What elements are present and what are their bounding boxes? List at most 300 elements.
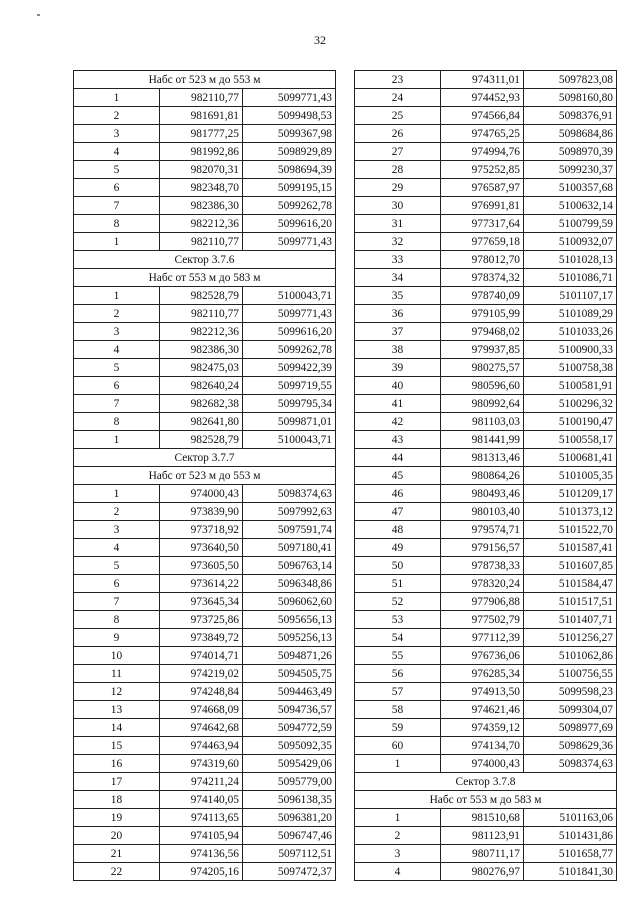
point-number: 25 [355,107,441,125]
y-coordinate: 5101033,26 [524,323,617,341]
y-coordinate: 5100756,55 [524,665,617,683]
table-row [355,71,617,89]
point-number: 23 [355,71,441,89]
x-coordinate: 974014,71 [160,647,243,665]
table-row [74,341,336,359]
point-number: 47 [355,503,441,521]
x-coordinate: 981441,99 [441,431,524,449]
point-number: 14 [74,719,160,737]
table-row [74,611,336,629]
point-number: 59 [355,719,441,737]
table-row [355,629,617,647]
section-header: Набс от 523 м до 553 м [74,467,336,485]
section-header: Набс от 553 м до 583 м [74,269,336,287]
x-coordinate: 974000,43 [441,755,524,773]
y-coordinate: 5101841,30 [524,863,617,881]
table-row [355,305,617,323]
table-row [74,161,336,179]
table-row [74,773,336,791]
x-coordinate: 982386,30 [160,197,243,215]
point-number: 33 [355,251,441,269]
section-header-row [355,791,617,809]
point-number: 40 [355,377,441,395]
table-row [74,323,336,341]
x-coordinate: 982640,24 [160,377,243,395]
y-coordinate: 5098629,36 [524,737,617,755]
point-number: 60 [355,737,441,755]
table-row [74,557,336,575]
point-number: 8 [74,215,160,233]
point-number: 56 [355,665,441,683]
x-coordinate: 974113,65 [160,809,243,827]
coordinates-table-right [354,70,617,881]
table-row [355,323,617,341]
section-header-row [355,773,617,791]
y-coordinate: 5097112,51 [243,845,336,863]
point-number: 52 [355,593,441,611]
x-coordinate: 977502,79 [441,611,524,629]
x-coordinate: 974140,05 [160,791,243,809]
table-row [355,89,617,107]
point-number: 15 [74,737,160,755]
point-number: 29 [355,179,441,197]
y-coordinate: 5099367,98 [243,125,336,143]
point-number: 13 [74,701,160,719]
point-number: 10 [74,647,160,665]
x-coordinate: 973839,90 [160,503,243,521]
point-number: 3 [355,845,441,863]
y-coordinate: 5100043,71 [243,431,336,449]
table-row [355,287,617,305]
x-coordinate: 982110,77 [160,233,243,251]
x-coordinate: 978740,09 [441,287,524,305]
table-row [355,575,617,593]
y-coordinate: 5098160,80 [524,89,617,107]
table-row [355,107,617,125]
y-coordinate: 5100932,07 [524,233,617,251]
point-number: 2 [355,827,441,845]
point-number: 35 [355,287,441,305]
y-coordinate: 5099616,20 [243,215,336,233]
table-row [74,215,336,233]
table-row [74,359,336,377]
table-row [74,107,336,125]
table-row [355,611,617,629]
y-coordinate: 5096138,35 [243,791,336,809]
y-coordinate: 5099262,78 [243,197,336,215]
x-coordinate: 980711,17 [441,845,524,863]
x-coordinate: 974219,02 [160,665,243,683]
point-number: 6 [74,179,160,197]
table-row [74,143,336,161]
y-coordinate: 5098374,63 [243,485,336,503]
table-row [74,179,336,197]
point-number: 1 [355,809,441,827]
page-number: 32 [314,33,326,47]
y-coordinate: 5101005,35 [524,467,617,485]
y-coordinate: 5101407,71 [524,611,617,629]
table-row [74,737,336,755]
x-coordinate: 973725,86 [160,611,243,629]
point-number: 31 [355,215,441,233]
x-coordinate: 973645,34 [160,593,243,611]
y-coordinate: 5101373,12 [524,503,617,521]
point-number: 3 [74,125,160,143]
x-coordinate: 982070,31 [160,161,243,179]
point-number: 30 [355,197,441,215]
x-coordinate: 973614,22 [160,575,243,593]
table-row [355,647,617,665]
x-coordinate: 977112,39 [441,629,524,647]
point-number: 42 [355,413,441,431]
table-row [74,233,336,251]
x-coordinate: 979468,02 [441,323,524,341]
table-row [74,125,336,143]
y-coordinate: 5100043,71 [243,287,336,305]
x-coordinate: 982110,77 [160,305,243,323]
y-coordinate: 5101209,17 [524,485,617,503]
table-row [355,539,617,557]
point-number: 1 [74,485,160,503]
point-number: 8 [74,413,160,431]
point-number: 8 [74,611,160,629]
x-coordinate: 974642,68 [160,719,243,737]
x-coordinate: 976736,06 [441,647,524,665]
table-row [355,809,617,827]
x-coordinate: 981992,86 [160,143,243,161]
y-coordinate: 5096747,46 [243,827,336,845]
table-row [355,557,617,575]
table-row [355,719,617,737]
table-row [74,845,336,863]
table-row [355,863,617,881]
x-coordinate: 978374,32 [441,269,524,287]
y-coordinate: 5094772,59 [243,719,336,737]
point-number: 12 [74,683,160,701]
x-coordinate: 981103,03 [441,413,524,431]
section-header-row [74,467,336,485]
table-row [74,197,336,215]
y-coordinate: 5101584,47 [524,575,617,593]
table-row [355,359,617,377]
y-coordinate: 5094871,26 [243,647,336,665]
x-coordinate: 974105,94 [160,827,243,845]
table-row [74,89,336,107]
x-coordinate: 982386,30 [160,341,243,359]
x-coordinate: 974311,01 [441,71,524,89]
table-row [355,215,617,233]
x-coordinate: 980275,57 [441,359,524,377]
x-coordinate: 981123,91 [441,827,524,845]
y-coordinate: 5094505,75 [243,665,336,683]
y-coordinate: 5099771,43 [243,233,336,251]
table-row [74,701,336,719]
y-coordinate: 5100558,17 [524,431,617,449]
point-number: 28 [355,161,441,179]
x-coordinate: 974452,93 [441,89,524,107]
x-coordinate: 973849,72 [160,629,243,647]
point-number: 1 [74,287,160,305]
table-row [355,179,617,197]
y-coordinate: 5101028,13 [524,251,617,269]
table-row [355,431,617,449]
y-coordinate: 5101658,77 [524,845,617,863]
table-row [355,233,617,251]
point-number: 1 [74,431,160,449]
y-coordinate: 5094736,57 [243,701,336,719]
table-row [355,251,617,269]
table-row [355,521,617,539]
y-coordinate: 5096763,14 [243,557,336,575]
x-coordinate: 974566,84 [441,107,524,125]
point-number: 17 [74,773,160,791]
point-number: 9 [74,629,160,647]
x-coordinate: 974913,50 [441,683,524,701]
y-coordinate: 5099498,53 [243,107,336,125]
section-header-row [74,449,336,467]
table-row [74,791,336,809]
y-coordinate: 5097992,63 [243,503,336,521]
table-row [74,665,336,683]
y-coordinate: 5096381,20 [243,809,336,827]
table-row [74,503,336,521]
y-coordinate: 5099304,07 [524,701,617,719]
x-coordinate: 974319,60 [160,755,243,773]
y-coordinate: 5101587,41 [524,539,617,557]
point-number: 50 [355,557,441,575]
point-number: 57 [355,683,441,701]
table-row [355,377,617,395]
y-coordinate: 5095256,13 [243,629,336,647]
table-row [355,413,617,431]
y-coordinate: 5097180,41 [243,539,336,557]
x-coordinate: 974463,94 [160,737,243,755]
table-row [355,755,617,773]
y-coordinate: 5095779,00 [243,773,336,791]
x-coordinate: 975252,85 [441,161,524,179]
y-coordinate: 5099795,34 [243,395,336,413]
point-number: 4 [74,143,160,161]
y-coordinate: 5101517,51 [524,593,617,611]
point-number: 22 [74,863,160,881]
table-row [74,395,336,413]
y-coordinate: 5097472,37 [243,863,336,881]
x-coordinate: 981777,25 [160,125,243,143]
point-number: 3 [74,521,160,539]
x-coordinate: 980864,26 [441,467,524,485]
x-coordinate: 979937,85 [441,341,524,359]
point-number: 4 [74,539,160,557]
x-coordinate: 981313,46 [441,449,524,467]
y-coordinate: 5100758,38 [524,359,617,377]
y-coordinate: 5096062,60 [243,593,336,611]
x-coordinate: 978320,24 [441,575,524,593]
x-coordinate: 980596,60 [441,377,524,395]
section-header-row [74,71,336,89]
x-coordinate: 982212,36 [160,323,243,341]
x-coordinate: 982641,80 [160,413,243,431]
section-header: Сектор 3.7.8 [355,773,617,791]
table-row [74,827,336,845]
y-coordinate: 5100296,32 [524,395,617,413]
x-coordinate: 982110,77 [160,89,243,107]
table-row [74,287,336,305]
table-row [355,161,617,179]
point-number: 1 [74,233,160,251]
point-number: 11 [74,665,160,683]
point-number: 3 [74,323,160,341]
table-row [355,701,617,719]
x-coordinate: 980992,64 [441,395,524,413]
y-coordinate: 5100799,59 [524,215,617,233]
x-coordinate: 982528,79 [160,287,243,305]
point-number: 18 [74,791,160,809]
point-number: 7 [74,395,160,413]
x-coordinate: 981510,68 [441,809,524,827]
table-row [355,197,617,215]
x-coordinate: 981691,81 [160,107,243,125]
table-row [355,269,617,287]
section-header-row [74,251,336,269]
x-coordinate: 976285,34 [441,665,524,683]
y-coordinate: 5098374,63 [524,755,617,773]
point-number: 45 [355,467,441,485]
x-coordinate: 978012,70 [441,251,524,269]
table-row [355,467,617,485]
x-coordinate: 982475,03 [160,359,243,377]
x-coordinate: 974248,84 [160,683,243,701]
point-number: 5 [74,557,160,575]
y-coordinate: 5100900,33 [524,341,617,359]
table-row [355,683,617,701]
x-coordinate: 974134,70 [441,737,524,755]
table-row [74,755,336,773]
table-row [74,377,336,395]
point-number: 21 [74,845,160,863]
point-number: 37 [355,323,441,341]
y-coordinate: 5099616,20 [243,323,336,341]
table-row [355,503,617,521]
point-number: 24 [355,89,441,107]
point-number: 4 [355,863,441,881]
y-coordinate: 5097591,74 [243,521,336,539]
y-coordinate: 5101607,85 [524,557,617,575]
y-coordinate: 5096348,86 [243,575,336,593]
x-coordinate: 982348,70 [160,179,243,197]
section-header-row [74,269,336,287]
point-number: 36 [355,305,441,323]
y-coordinate: 5101256,27 [524,629,617,647]
point-number: 26 [355,125,441,143]
x-coordinate: 974211,24 [160,773,243,791]
table-row [74,413,336,431]
x-coordinate: 974136,56 [160,845,243,863]
x-coordinate: 974359,12 [441,719,524,737]
section-header: Сектор 3.7.7 [74,449,336,467]
table-row [355,341,617,359]
table-row [74,647,336,665]
y-coordinate: 5099262,78 [243,341,336,359]
table-row [74,539,336,557]
y-coordinate: 5099871,01 [243,413,336,431]
point-number: 55 [355,647,441,665]
point-number: 32 [355,233,441,251]
point-number: 2 [74,107,160,125]
table-row [74,305,336,323]
point-number: 53 [355,611,441,629]
y-coordinate: 5100681,41 [524,449,617,467]
x-coordinate: 974765,25 [441,125,524,143]
x-coordinate: 976587,97 [441,179,524,197]
y-coordinate: 5099422,39 [243,359,336,377]
table-row [355,143,617,161]
point-number: 4 [74,341,160,359]
table-row [74,719,336,737]
y-coordinate: 5101163,06 [524,809,617,827]
table-row [74,863,336,881]
x-coordinate: 978738,33 [441,557,524,575]
coordinates-table-left [73,70,336,881]
point-number: 2 [74,305,160,323]
point-number: 44 [355,449,441,467]
point-number: 5 [74,359,160,377]
point-number: 54 [355,629,441,647]
x-coordinate: 973718,92 [160,521,243,539]
y-coordinate: 5100357,68 [524,179,617,197]
point-number: 1 [74,89,160,107]
point-number: 34 [355,269,441,287]
y-coordinate: 5101086,71 [524,269,617,287]
x-coordinate: 980276,97 [441,863,524,881]
y-coordinate: 5098970,39 [524,143,617,161]
table-row [74,485,336,503]
y-coordinate: 5099598,23 [524,683,617,701]
point-number: 6 [74,575,160,593]
point-number: 16 [74,755,160,773]
table-row [355,665,617,683]
table-row [74,629,336,647]
y-coordinate: 5099719,55 [243,377,336,395]
table-row [74,575,336,593]
point-number: 7 [74,197,160,215]
table-row [74,431,336,449]
point-number: 20 [74,827,160,845]
y-coordinate: 5099771,43 [243,89,336,107]
x-coordinate: 980103,40 [441,503,524,521]
y-coordinate: 5101107,17 [524,287,617,305]
table-row [355,845,617,863]
table-row [355,827,617,845]
table-row [74,683,336,701]
y-coordinate: 5100581,91 [524,377,617,395]
x-coordinate: 974994,76 [441,143,524,161]
y-coordinate: 5101089,29 [524,305,617,323]
x-coordinate: 979574,71 [441,521,524,539]
x-coordinate: 980493,46 [441,485,524,503]
x-coordinate: 973605,50 [160,557,243,575]
x-coordinate: 977906,88 [441,593,524,611]
point-number: 41 [355,395,441,413]
point-number: 49 [355,539,441,557]
x-coordinate: 977659,18 [441,233,524,251]
y-coordinate: 5101062,86 [524,647,617,665]
table-row [74,809,336,827]
x-coordinate: 973640,50 [160,539,243,557]
section-header: Набс от 523 м до 553 м [74,71,336,89]
y-coordinate: 5095092,35 [243,737,336,755]
x-coordinate: 974621,46 [441,701,524,719]
y-coordinate: 5095429,06 [243,755,336,773]
